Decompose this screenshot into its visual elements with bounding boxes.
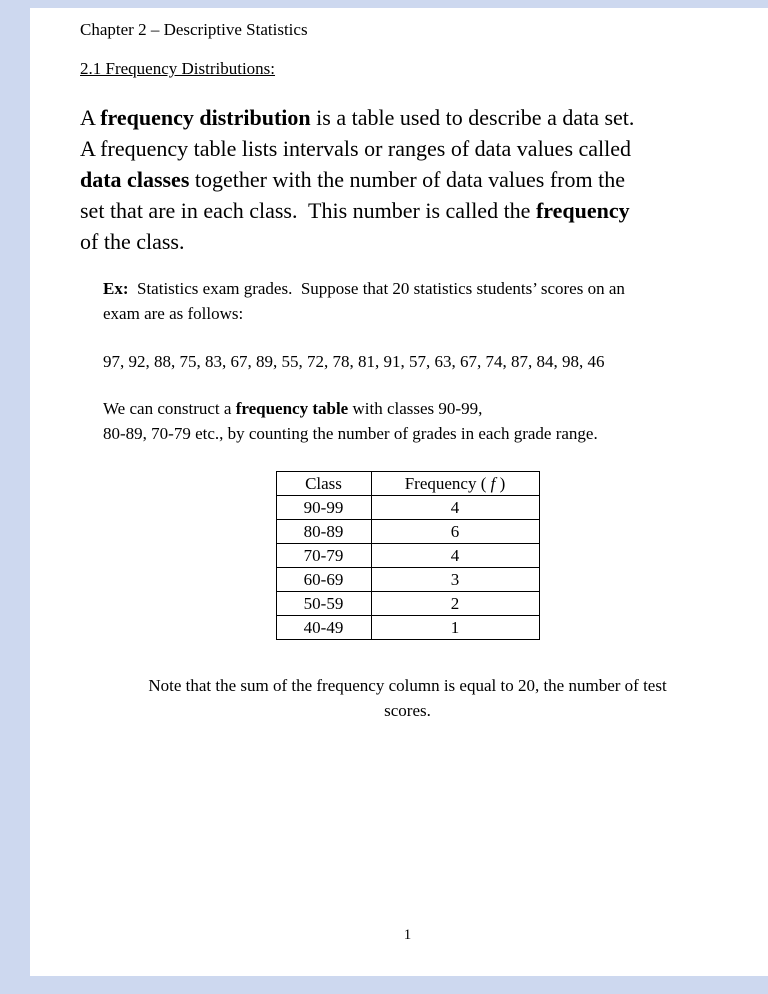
intro-bold-frequency: frequency [535,198,630,223]
table-row [276,520,539,544]
class-cell: 80-89 [276,520,371,544]
intro-paragraph [80,102,735,257]
example-text: exam are as follows: [103,304,244,323]
chapter-title: Chapter 2 – Descriptive Statistics [80,20,308,39]
frequency-cell: 2 [371,592,539,616]
page-margin-bottom [0,976,768,994]
intro-text: A [80,105,101,130]
note-paragraph [80,673,735,723]
section-heading-text: 2.1 Frequency Distributions: [80,59,276,78]
table-header-row [276,472,539,496]
frequency-header-f-italic: f [490,473,496,493]
table-row [276,592,539,616]
construct-text: We can construct a [103,399,236,418]
page-margin-left [0,0,30,994]
class-cell: 90-99 [276,496,371,520]
note-text: scores. [384,701,431,720]
class-cell: 60-69 [276,568,371,592]
intro-text: of the class. [80,229,185,254]
table-header-frequency [371,472,539,496]
intro-text: A frequency table lists intervals or ranges of data values called [80,136,632,161]
class-cell: 50-59 [276,592,371,616]
example-block [103,276,735,446]
frequency-table [276,471,540,640]
intro-text: is a table used to describe a data set. [310,105,635,130]
class-cell: 70-79 [276,544,371,568]
example-text: Statistics exam grades. Suppose that 20 statistics students’ scores on an [128,279,625,298]
table-header-class: Class [276,472,371,496]
scores-line: 97, 92, 88, 75, 83, 67, 89, 55, 72, 78, 81, 91, 57, 63, 67, 74, 87, 84, 98, 46 [103,352,605,371]
frequency-cell: 6 [371,520,539,544]
class-cell: 40-49 [276,616,371,640]
construct-paragraph [103,396,735,446]
page-number: 1 [403,927,412,943]
example-paragraph [103,276,735,326]
table-row [276,496,539,520]
frequency-cell: 4 [371,544,539,568]
frequency-header-text: ) [495,473,506,493]
table-row [276,568,539,592]
page-margin-top [0,0,768,8]
frequency-cell: 4 [371,496,539,520]
intro-bold-frequency-distribution: frequency distribution [100,105,311,130]
table-row [276,544,539,568]
construct-text: with classes 90-99, [348,399,483,418]
example-label: Ex: [103,279,129,298]
frequency-cell: 3 [371,568,539,592]
intro-text: set that are in each class. This number is called the [80,198,536,223]
note-text: Note that the sum of the frequency column is equal to 20, the number of test [148,676,667,695]
document-content [80,20,735,723]
section-heading [80,59,735,79]
intro-bold-data-classes: data classes [80,167,190,192]
construct-bold-frequency-table: frequency table [235,399,349,418]
table-row [276,616,539,640]
frequency-header-text: Frequency ( [404,473,491,493]
construct-text: 80-89, 70-79 etc., by counting the number of grades in each grade range. [103,424,598,443]
intro-text: together with the number of data values from the [189,167,625,192]
frequency-cell: 1 [371,616,539,640]
